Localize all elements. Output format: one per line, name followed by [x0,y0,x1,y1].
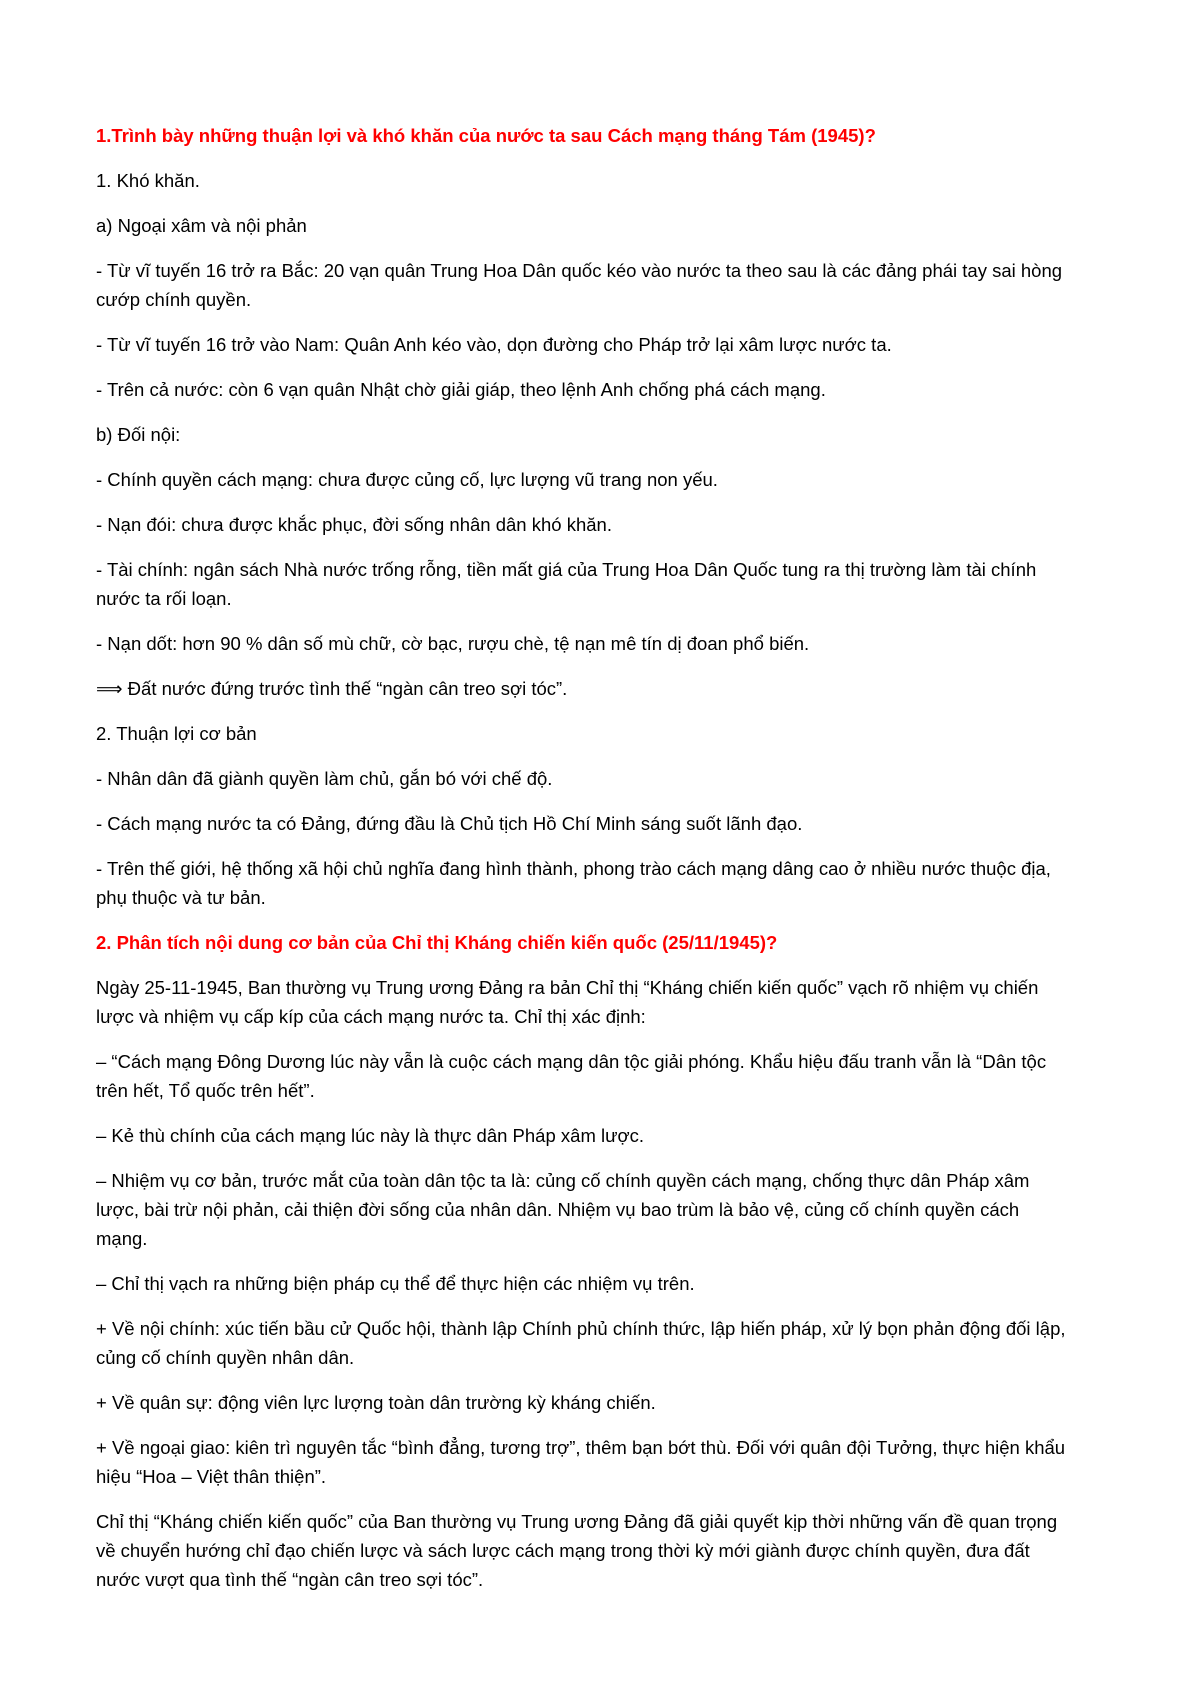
double-arrow-icon: ⟹ [96,678,123,699]
paragraph-nationwide: - Trên cả nước: còn 6 vạn quân Nhật chờ giải giáp, theo lệnh Anh chống phá cách mạng. [96,379,826,400]
paragraph-measures: – Chỉ thị vạch ra những biện pháp cụ thể để thực hiện các nhiệm vụ trên. [96,1273,695,1294]
conclusion-paragraph [96,674,1070,703]
paragraph-revolution-nature: – “Cách mạng Đông Dương lúc này vẫn là cuộc cách mạng dân tộc giải phóng. Khẩu hiệu đấu tranh vẫn là “Dân tộc trên hết, Tổ quốc trên hết”. [96,1051,1047,1101]
paragraph-world: - Trên thế giới, hệ thống xã hội chủ nghĩa đang hình thành, phong trào cách mạng dâng cao ở nhiều nước thuộc địa, phụ thuộc và tư bản. [96,858,1051,908]
paragraph-domestic-affairs: + Về nội chính: xúc tiến bầu cử Quốc hội, thành lập Chính phủ chính thức, lập hiến pháp, xử lý bọn phản động đối lập, củng cố chính quyền nhân dân. [96,1318,1066,1368]
subsection-title-external: a) Ngoại xâm và nội phản [96,215,307,236]
paragraph-main-enemy: – Kẻ thù chính của cách mạng lúc này là thực dân Pháp xâm lược. [96,1125,645,1146]
question-2-heading: 2. Phân tích nội dung cơ bản của Chỉ thị Kháng chiến kiến quốc (25/11/1945)? [96,932,778,953]
paragraph-famine: - Nạn đói: chưa được khắc phục, đời sống nhân dân khó khăn. [96,514,612,535]
paragraph-diplomacy: + Về ngoại giao: kiên trì nguyên tắc “bình đẳng, tương trợ”, thêm bạn bớt thù. Đối với quân đội Tưởng, thực hiện khẩu hiệu “Hoa – Việt thân thiện”. [96,1437,1066,1487]
paragraph-finance: - Tài chính: ngân sách Nhà nước trống rỗng, tiền mất giá của Trung Hoa Dân Quốc tung ra thị trường làm tài chính nước ta rối loạn. [96,559,1037,609]
conclusion-text: Đất nước đứng trước tình thế “ngàn cân treo sợi tóc”. [122,678,568,699]
paragraph-directive-conclusion: Chỉ thị “Kháng chiến kiến quốc” của Ban thường vụ Trung ương Đảng đã giải quyết kịp thời những vấn đề quan trọng về chuyển hướng chỉ đạo chiến lược và sách lược cách mạng trong thời kỳ mới giành được chính quyền, đưa đất nước vượt qua tình thế “ngàn cân treo sợi tóc”. [96,1511,1058,1590]
question-1-heading: 1.Trình bày những thuận lợi và khó khăn của nước ta sau Cách mạng tháng Tám (1945)? [96,125,876,146]
section-title-advantages: 2. Thuận lợi cơ bản [96,723,257,744]
paragraph-military: + Về quân sự: động viên lực lượng toàn dân trường kỳ kháng chiến. [96,1392,656,1413]
paragraph-people: - Nhân dân đã giành quyền làm chủ, gắn bó với chế độ. [96,768,553,789]
paragraph-south: - Từ vĩ tuyến 16 trở vào Nam: Quân Anh kéo vào, dọn đường cho Pháp trở lại xâm lược nước ta. [96,334,892,355]
paragraph-illiteracy: - Nạn dốt: hơn 90 % dân số mù chữ, cờ bạc, rượu chè, tệ nạn mê tín dị đoan phổ biến. [96,633,810,654]
paragraph-directive-intro: Ngày 25-11-1945, Ban thường vụ Trung ương Đảng ra bản Chỉ thị “Kháng chiến kiến quốc” vạch rõ nhiệm vụ chiến lược và nhiệm vụ cấp kíp của cách mạng nước ta. Chỉ thị xác định: [96,977,1039,1027]
paragraph-party: - Cách mạng nước ta có Đảng, đứng đầu là Chủ tịch Hồ Chí Minh sáng suốt lãnh đạo. [96,813,803,834]
paragraph-basic-tasks: – Nhiệm vụ cơ bản, trước mắt của toàn dân tộc ta là: củng cố chính quyền cách mạng, chống thực dân Pháp xâm lược, bài trừ nội phản, cải thiện đời sống của nhân dân. Nhiệm vụ bao trùm là bảo vệ, củng cố chính quyền cách mạng. [96,1170,1030,1249]
section-title-difficulties: 1. Khó khăn. [96,170,200,191]
paragraph-north: - Từ vĩ tuyến 16 trở ra Bắc: 20 vạn quân Trung Hoa Dân quốc kéo vào nước ta theo sau là các đảng phái tay sai hòng cướp chính quyền. [96,260,1063,310]
paragraph-government: - Chính quyền cách mạng: chưa được củng cố, lực lượng vũ trang non yếu. [96,469,718,490]
subsection-title-internal: b) Đối nội: [96,424,181,445]
